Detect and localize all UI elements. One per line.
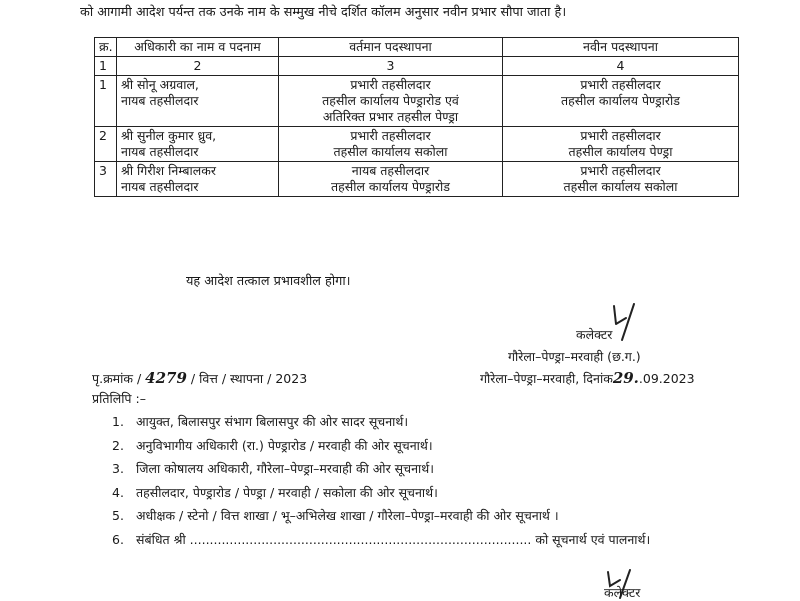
list-item	[112, 506, 752, 530]
posting-line: तहसील कार्यालय पेण्ड्रारोड एवं	[322, 93, 459, 108]
copy-to-heading: प्रतिलिपि :–	[92, 391, 146, 406]
row-sn: 2	[95, 127, 117, 162]
officer-name-line: श्री गिरीश निम्बालकर	[121, 163, 216, 178]
list-item-number: 5.	[112, 508, 124, 523]
officer-designation: नायब तहसीलदार	[121, 179, 199, 194]
list-item	[112, 436, 752, 460]
officer-name-line: श्री सोनू अग्रवाल,	[121, 77, 199, 92]
current-posting	[279, 127, 503, 162]
officer-name	[117, 76, 279, 127]
header-new-posting: नवीन पदस्थापना	[503, 38, 739, 57]
issue-date	[480, 369, 695, 387]
posting-line: प्रभारी तहसीलदार	[580, 77, 661, 92]
posting-line: नायब तहसीलदार	[351, 163, 430, 178]
collector-title: कलेक्टर	[576, 327, 613, 342]
date-prefix: गौरेला–पेण्ड्रा–मरवाही, दिनांक	[480, 371, 613, 386]
date-suffix: .09.2023	[638, 371, 695, 386]
posting-line: प्रभारी तहसीलदार	[580, 163, 661, 178]
posting-line: तहसील कार्यालय पेण्ड्रारोड	[331, 179, 450, 194]
current-posting	[279, 162, 503, 197]
posting-line: तहसील कार्यालय सकोला	[333, 144, 448, 159]
table-header-row	[95, 38, 739, 57]
list-item-text: अनुविभागीय अधिकारी (रा.) पेण्ड्रारोड / मरवाही की ओर सूचनार्थ।	[136, 437, 433, 453]
posting-table	[94, 37, 739, 197]
list-item-text: जिला कोषालय अधिकारी, गौरेला–पेण्ड्रा–मरवाही की ओर सूचनार्थ।	[136, 461, 434, 476]
col-number: 2	[117, 57, 279, 76]
column-number-row	[95, 57, 739, 76]
posting-line: तहसील कार्यालय पेण्ड्रा	[568, 144, 673, 159]
list-item-text: संबंधित श्री ...................................................................................... को सूचनार्थ एवं पालनार्थ।	[136, 531, 651, 547]
list-item	[112, 483, 752, 507]
header-current-posting: वर्तमान पदस्थापना	[279, 38, 503, 57]
collector-title-footer: कलेक्टर	[604, 585, 641, 600]
posting-line: प्रभारी तहसीलदार	[350, 128, 431, 143]
row-sn: 3	[95, 162, 117, 197]
header-sn: क्र.	[95, 38, 117, 57]
list-item-number: 3.	[112, 461, 124, 476]
collector-office: गौरेला–पेण्ड्रा–मरवाही (छ.ग.)	[508, 349, 641, 364]
posting-line: तहसील कार्यालय सकोला	[563, 179, 678, 194]
reference-prefix: पृ.क्रमांक /	[92, 371, 142, 386]
new-posting	[503, 127, 739, 162]
table-row	[95, 127, 739, 162]
list-item	[112, 459, 752, 483]
current-posting	[279, 76, 503, 127]
officer-designation: नायब तहसीलदार	[121, 93, 199, 108]
posting-line: तहसील कार्यालय पेण्ड्रारोड	[561, 93, 680, 108]
table-row	[95, 76, 739, 127]
date-handwritten-day: 29.	[612, 369, 639, 387]
list-item-number: 2.	[112, 437, 124, 453]
reference-suffix: / वित्त / स्थापना / 2023	[190, 371, 308, 386]
list-item-text: तहसीलदार, पेण्ड्रारोड / पेण्ड्रा / मरवाही / सकोला की ओर सूचनार्थ।	[136, 484, 438, 500]
effect-statement: यह आदेश तत्काल प्रभावशील होगा।	[186, 274, 351, 289]
col-number: 3	[279, 57, 503, 76]
reference-handwritten-number: 4279	[145, 369, 187, 387]
new-posting	[503, 76, 739, 127]
reference-number	[92, 369, 307, 387]
intro-text: को आगामी आदेश पर्यन्त तक उनके नाम के सम्मुख नीचे दर्शित कॉलम अनुसार नवीन प्रभार सौपा जाता है।	[80, 5, 567, 20]
new-posting	[503, 162, 739, 197]
list-item-number: 1.	[112, 414, 124, 429]
posting-line: प्रभारी तहसीलदार	[580, 128, 661, 143]
posting-line: अतिरिक्त प्रभार तहसील पेण्ड्रा	[322, 109, 459, 124]
header-officer: अधिकारी का नाम व पदनाम	[117, 38, 279, 57]
officer-name	[117, 127, 279, 162]
list-item-number: 4.	[112, 484, 124, 500]
list-item-text: आयुक्त, बिलासपुर संभाग बिलासपुर की ओर सादर सूचनार्थ।	[136, 414, 409, 429]
list-item	[112, 412, 752, 436]
list-item-text: अधीक्षक / स्टेनो / वित्त शाखा / भू–अभिलेख शाखा / गौरेला–पेण्ड्रा–मरवाही की ओर सूचनार्थ ।	[136, 508, 559, 523]
list-item-number: 6.	[112, 531, 124, 547]
copy-to-list	[112, 412, 752, 553]
officer-name-line: श्री सुनील कुमार ध्रुव,	[121, 128, 217, 143]
officer-name	[117, 162, 279, 197]
list-item	[112, 530, 752, 554]
col-number: 1	[95, 57, 117, 76]
col-number: 4	[503, 57, 739, 76]
officer-designation: नायब तहसीलदार	[121, 144, 199, 159]
table-row	[95, 162, 739, 197]
row-sn: 1	[95, 76, 117, 127]
posting-line: प्रभारी तहसीलदार	[350, 77, 431, 92]
